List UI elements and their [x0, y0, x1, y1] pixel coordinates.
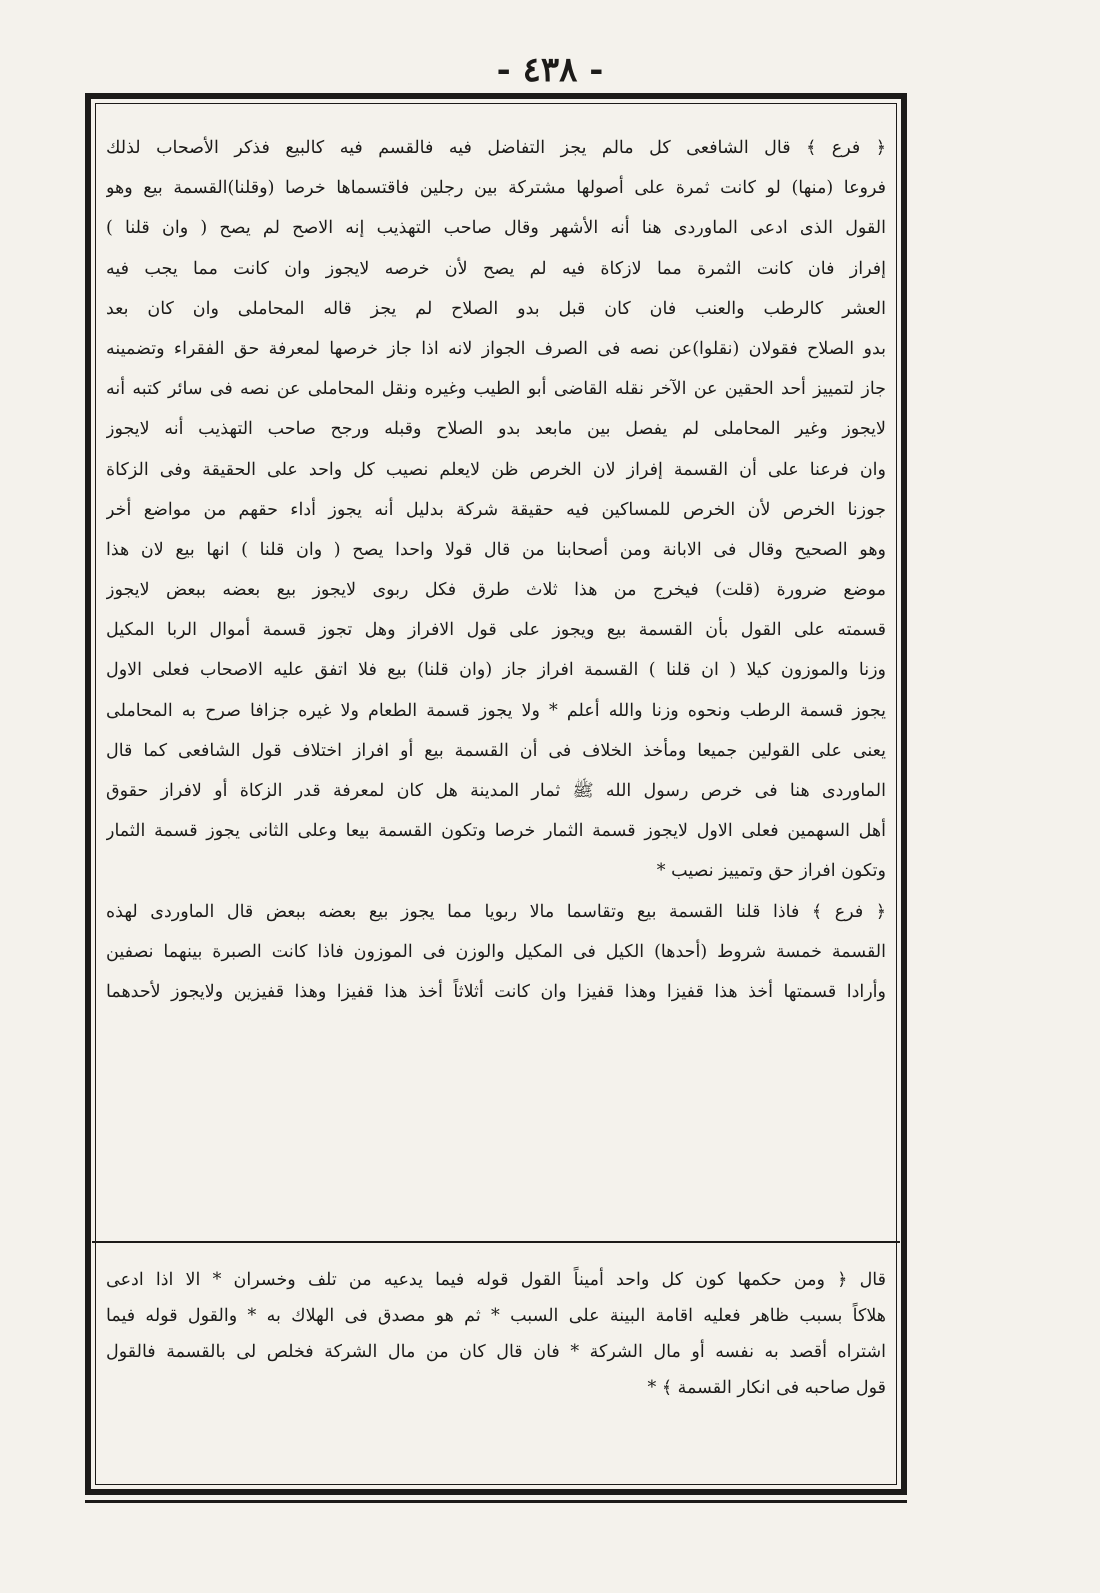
main-text-line: جاز لتمييز أحد الحقين عن الآخر نقله القاضى أبو الطيب وغيره ونقل المحاملى عن نصه فى سائر كتبه أنه — [106, 379, 886, 400]
main-text-line: إفراز فان كانت الثمرة مما لازكاة فيه لم يصح لأن خرصه لايجوز وان كانت مما يجب فيه — [106, 258, 886, 279]
main-text-line: أهل السهمين فعلى الاول لايجوز قسمة الثمار خرصا وتكون القسمة بيعا وعلى الثانى يجوز قسمة الثمار — [106, 821, 886, 842]
main-text-line: فروعا (منها) لو كانت ثمرة على أصولها مشتركة بين رجلين فاقتسماها خرصا (وقلنا)القسمة بيع وهو — [106, 178, 886, 199]
main-text-line: جوزنا الخرص لأن الخرص للمساكين فيه حقيقة شركة بدليل أنه يجوز أداء حقهم من مواضع أخر — [106, 499, 886, 520]
main-text-line: القول الذى ادعى الماوردى هنا أنه الأشهر وقال صاحب التهذيب إنه الاصح لم يصح ( وان قلنا ) — [106, 218, 886, 239]
main-text-line: الماوردى هنا فى خرص رسول الله ﷺ ثمار المدينة هل كان لمعرفة قدر الزكاة أو لافراز حقوق — [106, 781, 886, 801]
main-text-line: وتكون افراز حق وتمييز نصيب * — [656, 861, 886, 882]
main-text-line: وهو الصحيح وقال فى الابانة ومن أصحابنا من قال قولا واحدا يصح ( وان قلنا ) انها بيع لان هذا — [106, 539, 886, 560]
main-text-line: لايجوز وغير المحاملى لم يفصل بين مابعد بدو الصلاح وقبله ورجح صاحب التهذيب أنه لايجوز — [106, 419, 886, 440]
main-text-line: يعنى على القولين جميعا ومأخذ الخلاف فى أن القسمة بيع أو افراز اختلاف قول الشافعى كما قال — [106, 740, 886, 761]
page-number: - ٤٣٨ - — [496, 50, 604, 90]
section-separator — [92, 1241, 900, 1243]
main-text-line: موضع ضرورة (قلت) فيخرج من هذا ثلاث طرق فكل ربوى لايجوز بيع بعضه ببعض لايجوز — [106, 580, 886, 601]
main-text — [106, 128, 886, 1012]
main-text-line: وأرادا قسمتها أخذ هذا قفيزا وهذا قفيزا وان كانت أثلاثاً أخذ هذا قفيزا وهذا قفيزين ولايجوز لأحدهما — [106, 981, 886, 1002]
commentary-text — [106, 1262, 886, 1406]
main-text-line: وزنا والموزون كيلا ( ان قلنا ) القسمة افراز جاز (وان قلنا) بيع فلا اتفق عليه الاصحاب فعلى الاول — [106, 660, 886, 681]
main-text-line: وان فرعنا على أن القسمة إفراز لان الخرص ظن لايعلم نصيب كل واحد على الحقيقة وفى الزكاة — [106, 459, 886, 480]
commentary-line: قال ﴿ ومن حكمها كون كل واحد أميناً القول قوله فيما يدعيه من تلف وخسران * الا اذا ادعى — [106, 1270, 886, 1290]
main-text-line: ﴿ فرع ﴾ قال الشافعى كل مالم يجز التفاضل فيه فالقسم فيه كالبيع فذكر الأصحاب لذلك — [106, 138, 886, 158]
commentary-line: اشتراه أقصد به نفسه أو مال الشركة * فان قال كان من مال الشركة فخلص لى بالقسمة فالقول — [106, 1342, 886, 1362]
main-text-line: بدو الصلاح فقولان (نقلوا)عن نصه فى الصرف الجواز لانه اذا جاز خرصها لمعرفة حق الفقراء وتضمينه — [106, 338, 886, 359]
main-text-line: يجوز قسمة الرطب ونحوه وزنا والله أعلم * ولا يجوز قسمة الطعام ولا غيره جزافا صرح به المحاملى — [106, 700, 886, 721]
commentary-line: قول صاحبه فى انكار القسمة ﴾ * — [647, 1378, 886, 1398]
bottom-rule — [85, 1500, 907, 1503]
main-text-line: ﴿ فرع ﴾ فاذا قلنا القسمة بيع وتقاسما مالا ربويا مما يجوز بيع بعضه ببعض قال الماوردى لهذه — [106, 901, 886, 922]
commentary-line: هلاكاً بسبب ظاهر فعليه اقامة البينة على السبب * ثم هو مصدق فى الهلاك به * والقول قوله فيما — [106, 1306, 886, 1326]
main-text-line: قسمته على القول بأن القسمة بيع ويجوز على قول الافراز وهل تجوز قسمة أموال الربا المكيل — [106, 620, 886, 641]
main-text-line: العشر كالرطب والعنب فان كان قبل بدو الصلاح لم يجز قاله المحاملى وان كان بعد — [106, 298, 886, 319]
main-text-line: القسمة خمسة شروط (أحدها) الكيل فى المكيل والوزن فى الموزون فاذا كانت الصبرة بينهما نصفين — [106, 941, 886, 962]
